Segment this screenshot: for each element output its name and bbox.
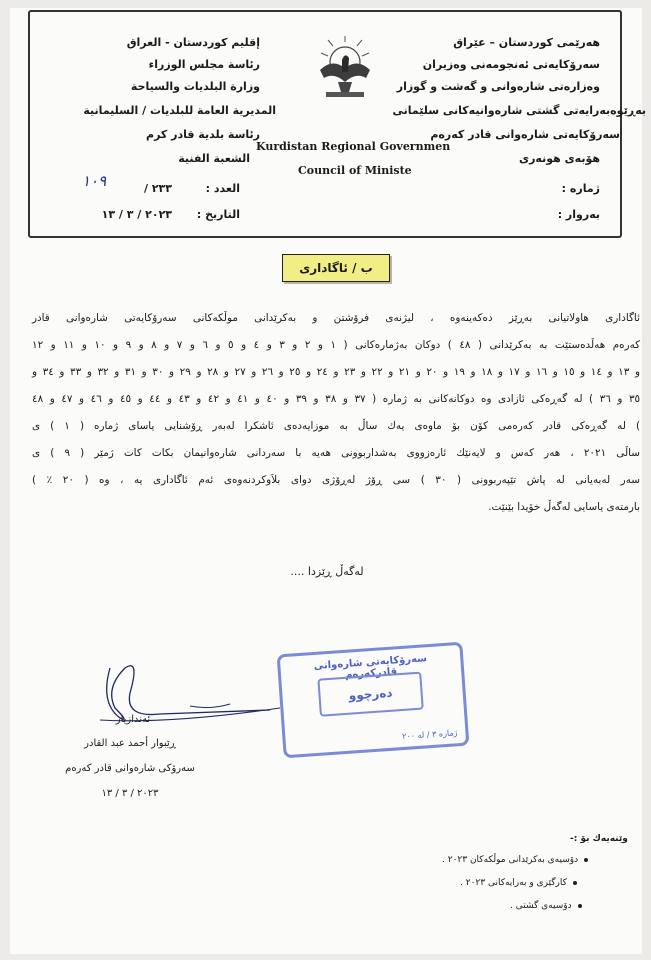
kurdish-number-label: ژمارە : (561, 182, 600, 195)
letterhead-frame (28, 10, 646, 238)
notice-title: ب / ئاگاداری (282, 254, 390, 282)
kurdish-directorate: بەڕێوەبەرایەتی گشتی شارەوانیەكانی سلێمانی (392, 104, 646, 117)
stamp-header: سەرۆكایەتی شارەوانی قادركەرەم (313, 653, 428, 681)
copies-item-label: كارگێری و بەرایەكانی ٢٠٢٣ . (460, 878, 567, 888)
kurdish-date-label: بەروار : (557, 208, 600, 221)
letter-page (10, 8, 646, 954)
handwritten-number: ١٠٩ (82, 172, 107, 190)
kurdish-council: سەرۆكایەتی ئەنجومەنی وەزیران (422, 58, 600, 71)
kurdish-municipality: سەرۆكایەتی شارەوانی قادر كەرەم (430, 128, 620, 141)
signature-title: سەرۆكی شارەوانی قادر كەرەم (65, 763, 195, 774)
arabic-ministry: وزارة البلديات والسياحة (130, 80, 260, 93)
body-line: ساڵی ٢٠٢١ ، هەر كەس و لایەنێك ئارەزووی بەشداربوونی هەیە با سەردانی شارەوانیمان بكات كات ژمێر ( ٩ ) ی (32, 447, 640, 459)
copies-item (442, 855, 588, 865)
arabic-directorate: المديرية العامة للبلديات / السليمانية (83, 104, 276, 117)
copies-item-label: دۆسیەی گشتی . (510, 901, 572, 911)
kurdish-department: هۆبەی هونەری (519, 152, 600, 165)
copies-item-label: دۆسیەی بەكرێدانی موڵكەكان ٢٠٢٣ . (442, 855, 579, 865)
body-line: و ١٣ و ١٤ و ١٥ و ١٦ و ١٧ و ١٨ و ١٩ و ٢٠ و ٢١ و ٢٢ و ٢٣ و ٢٤ و ٢٥ و ٢٦ و ٢٧ و ٢٨ و ٢٩ و ٣٠ و ٣١ و ٣٢ و ٣٣ و ٣٤ و (32, 366, 640, 378)
arabic-date-label: التاريخ : (196, 208, 240, 221)
body-line: سەر لەبەیانی لە پاش تێپەربوونی ( ٣٠ ) سی ڕۆژ لەڕۆژی دوای بلاَوكردنەوەی ئەم ئاگاداری یە ، وە ( ٢٠ ٪ ) (32, 474, 640, 486)
arabic-region: إقليم كوردستان - العراق (126, 36, 260, 49)
arabic-number-prefix: ٢٣٣ / (143, 182, 172, 195)
stamp-footer: ژمارە ٣ / لە ٢٠٠ (401, 728, 458, 742)
stamp-inner-label: دەرچوو (317, 672, 423, 717)
copies-title: وێنەیەك بۆ :- (570, 834, 628, 844)
english-gov-line2: Council of Ministe (298, 164, 412, 177)
arabic-municipality: رئاسة بلدية قادر كرم (146, 128, 260, 141)
kurdish-region: هەرێمی كوردستان – عێراق (453, 36, 600, 49)
arabic-date-value: ٢٠٢٣ / ٣ / ١٣ (101, 208, 172, 221)
english-gov-line1: Kurdistan Regional Governmen (256, 140, 451, 153)
arabic-council: رئاسة مجلس الوزراء (148, 58, 260, 71)
body-line: ٣٥ و ٣٦ ) لە گەڕەكی ئازادی وە دوكانەكانی بە ژمارە ( ٣٧ و ٣٨ و ٣٩ و ٤٠ و ٤١ و ٤٢ و ٤٣ و ٤٤ و ٤٥ و ٤٦ و ٤٧ و ٤٨ (32, 393, 641, 405)
kurdish-ministry: وەزارەتی شارەوانی و گەشت و گوزار (396, 80, 600, 93)
signature-date: ٢٠٢٣ / ٣ / ١٣ (101, 788, 159, 799)
arabic-number-label: العدد : (205, 182, 240, 195)
body-line: كەرەم هەڵدەستێت بە بەكرێدانی ( ٤٨ ) دوكان بەژمارەكانی ( ١ و ٢ و ٣ و ٤ و ٥ و ٦ و ٧ و ٨ و ٩ و ١٠ و ١١ و ١٢ (32, 339, 641, 351)
signature-handwritten-text (10, 8, 11, 9)
body-line: ) لە گەڕەكی قادر كەرەمی كۆن بۆ ماوەی یەك ساڵ بە موزایەدەی ئاشكرا لەبەر ڕۆشنایی یاسای ژمارە ( ١ ) ی (32, 420, 641, 432)
kurdistan-emblem-icon (312, 32, 378, 102)
copies-item (460, 878, 577, 888)
arabic-department: الشعبة الفنية (178, 152, 250, 165)
body-line: بارمتەی یاسایی لەگەڵ خۆیدا بێنێت. (488, 501, 640, 513)
outgoing-stamp (277, 642, 470, 759)
signature-name: ڕێبوار أحمد عبد القادر (84, 738, 176, 749)
closing-regards: لەگەڵ ڕێزدا .... (290, 565, 364, 578)
copies-item (510, 901, 582, 911)
body-line: ئاگاداری هاولاتیانی بەڕێز دەكەینەوە ، لیژنەی فرۆشتن و بەكرێدانی موڵكەكانی سەرۆكایەتی شارەوانی قادر (32, 312, 640, 324)
signature-engineer: ئەندازیار (115, 714, 151, 725)
